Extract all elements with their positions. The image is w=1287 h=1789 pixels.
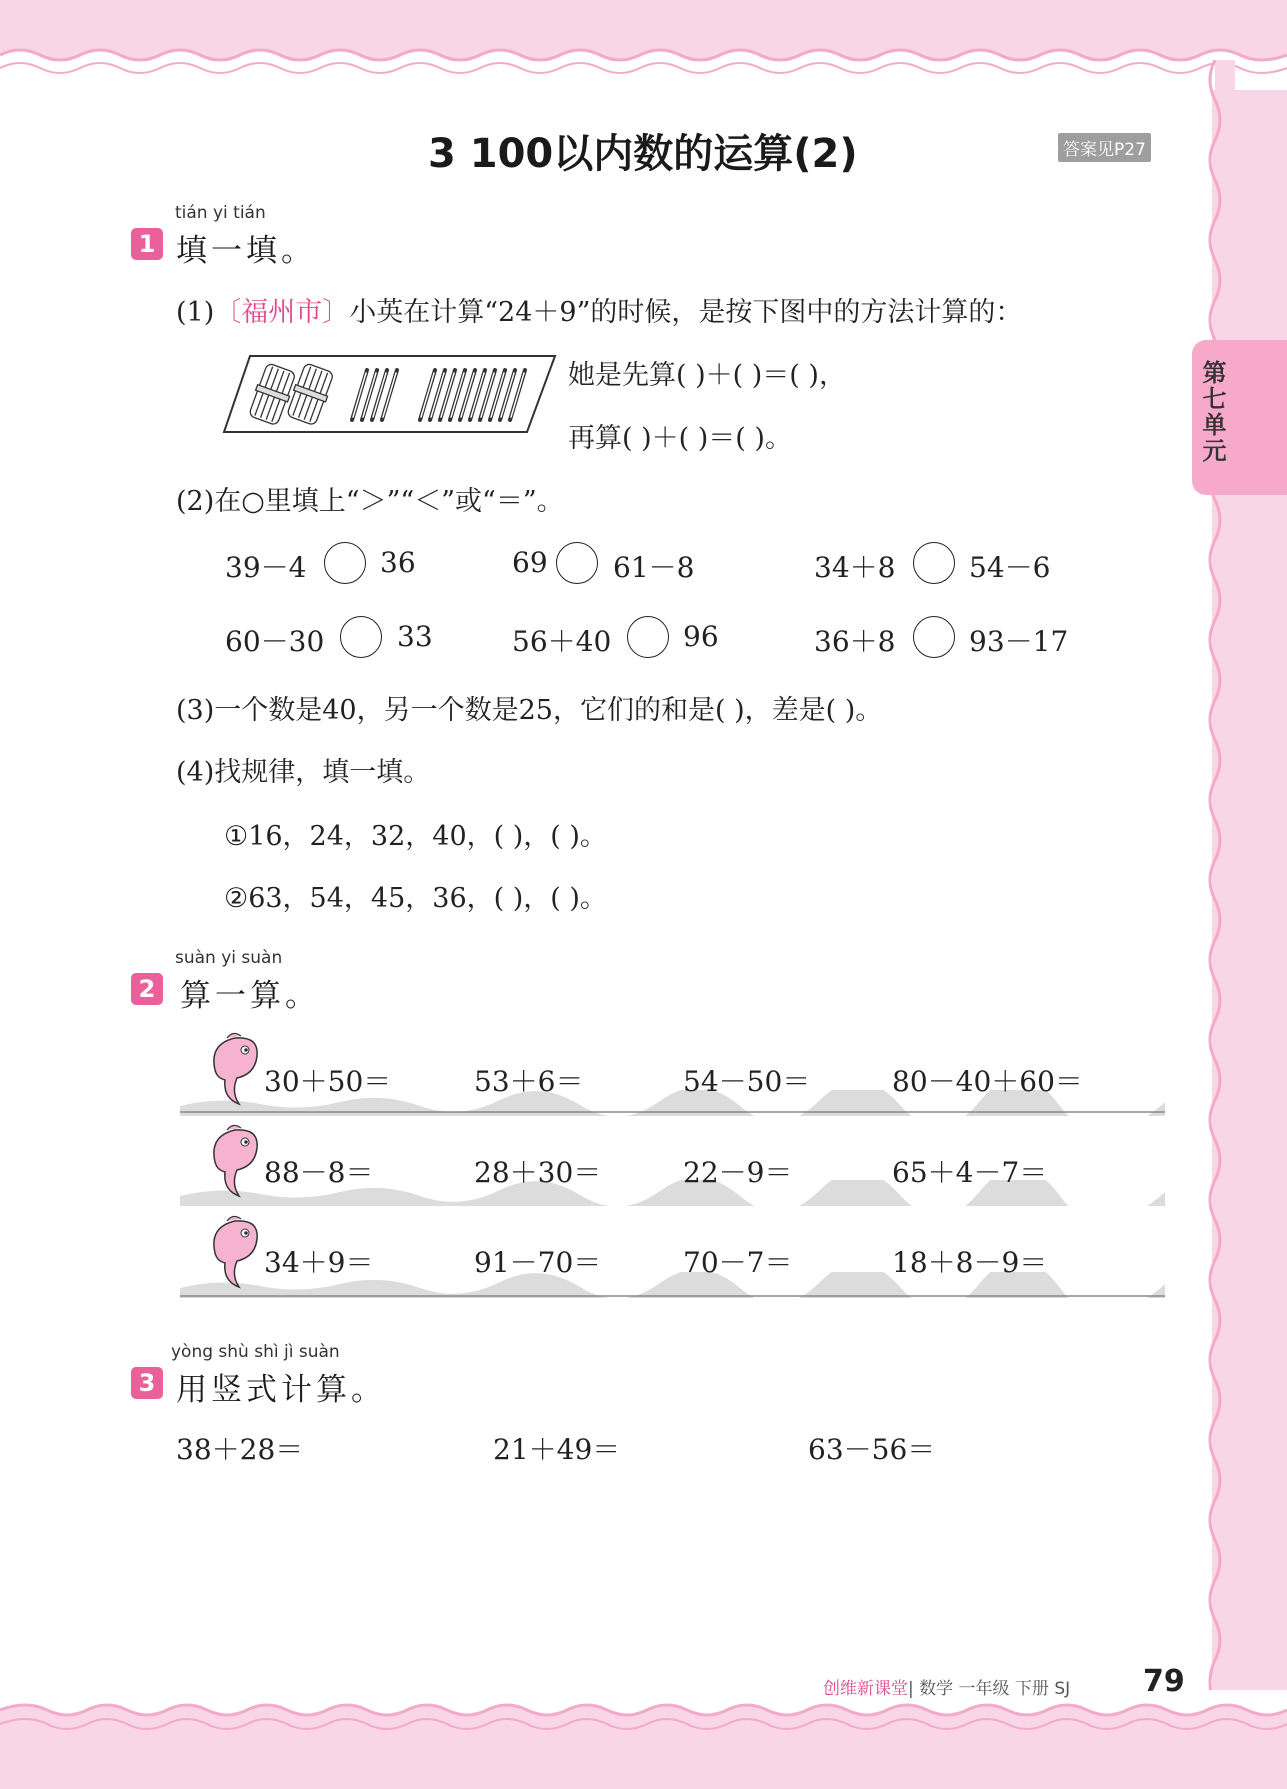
q3-title: 用竖式计算。 — [176, 1372, 386, 1408]
compare-circle-blank[interactable] — [627, 616, 669, 658]
compare-circle-blank[interactable] — [556, 542, 598, 584]
calc-expression: 28＋30＝ — [474, 1156, 602, 1189]
q1-part2-instruction: (2)在○里填上“＞”“＜”或“＝”。 — [176, 486, 564, 517]
region-tag: 〔福州市〕 — [214, 297, 350, 328]
answer-reference-badge: 答案见P27 — [1058, 133, 1151, 162]
compare-right: 33 — [397, 620, 433, 653]
calc-expression: 91－70＝ — [474, 1246, 602, 1279]
q3-pinyin: yòng shù shì jì suàn — [171, 1342, 340, 1362]
fish-mascot-icon — [205, 1122, 263, 1200]
q1-part4-sequence-2: ②63，54，45，36，( )，( )。 — [224, 883, 607, 914]
compare-circle-blank[interactable] — [913, 542, 955, 584]
compare-left: 69 — [512, 546, 548, 579]
q1-title: 填一填。 — [176, 233, 316, 269]
calc-expression: 70－7＝ — [683, 1246, 793, 1279]
compare-circle-blank[interactable] — [913, 616, 955, 658]
calc-expression: 88－8＝ — [264, 1156, 374, 1189]
calc-expression: 54－50＝ — [683, 1065, 811, 1098]
footer-brand: 创维新课堂 — [823, 1679, 908, 1699]
calc-expression: 34＋9＝ — [264, 1246, 374, 1279]
q1-part3: (3)一个数是40，另一个数是25，它们的和是( )，差是( )。 — [176, 695, 883, 726]
compare-left: 56＋40 — [512, 625, 612, 658]
q2-pinyin: suàn yi suàn — [175, 948, 283, 968]
q1-part1-text: 小英在计算“24＋9”的时候，是按下图中的方法计算的： — [349, 297, 1023, 328]
q1-part1-step1: 她是先算( )＋( )＝( )， — [568, 360, 846, 391]
compare-left: 39－4 — [225, 551, 307, 584]
q1-number-badge: 1 — [131, 228, 163, 260]
compare-left: 60－30 — [225, 625, 325, 658]
unit-tab-label: 第七单元 — [1198, 360, 1226, 464]
compare-circle-blank[interactable] — [340, 616, 382, 658]
counting-sticks-illustration — [222, 352, 557, 437]
calc-expression: 22－9＝ — [683, 1156, 793, 1189]
vertical-calc-item: 63－56＝ — [808, 1433, 936, 1466]
q1-part4-sequence-1: ①16，24，32，40，( )，( )。 — [224, 821, 607, 852]
bottom-wave-border — [0, 1690, 1287, 1789]
q1-part1-step2: 再算( )＋( )＝( )。 — [568, 423, 792, 454]
calc-expression: 53＋6＝ — [474, 1065, 584, 1098]
compare-right: 61－8 — [613, 551, 695, 584]
fish-mascot-icon — [205, 1030, 263, 1108]
q1-part1-prefix: (1) — [176, 297, 215, 328]
page-title: 3 100以内数的运算(2) — [428, 131, 858, 177]
footer-book-info: | 数学 一年级 下册 SJ — [908, 1679, 1071, 1699]
q2-number-badge: 2 — [131, 973, 163, 1005]
calc-expression: 80－40＋60＝ — [892, 1065, 1083, 1098]
q3-number-badge: 3 — [131, 1367, 163, 1399]
vertical-calc-item: 38＋28＝ — [176, 1433, 304, 1466]
compare-right: 36 — [380, 546, 416, 579]
calc-expression: 18＋8－9＝ — [892, 1246, 1048, 1279]
compare-right: 93－17 — [969, 625, 1069, 658]
q1-pinyin: tián yi tián — [175, 203, 266, 223]
compare-left: 34＋8 — [814, 551, 896, 584]
compare-right: 96 — [683, 620, 719, 653]
compare-left: 36＋8 — [814, 625, 896, 658]
right-wave-border — [1195, 60, 1235, 1710]
page-number: 79 — [1143, 1664, 1185, 1699]
compare-circle-blank[interactable] — [324, 542, 366, 584]
q1-part1-line — [176, 290, 1022, 329]
calc-expression: 30＋50＝ — [264, 1065, 392, 1098]
compare-right: 54－6 — [969, 551, 1051, 584]
vertical-calc-item: 21＋49＝ — [493, 1433, 621, 1466]
q1-part4-instruction: (4)找规律，填一填。 — [176, 757, 431, 788]
q2-title: 算一算。 — [180, 978, 320, 1014]
footer-series — [823, 1674, 1070, 1699]
fish-mascot-icon — [205, 1213, 263, 1291]
calc-expression: 65＋4－7＝ — [892, 1156, 1048, 1189]
